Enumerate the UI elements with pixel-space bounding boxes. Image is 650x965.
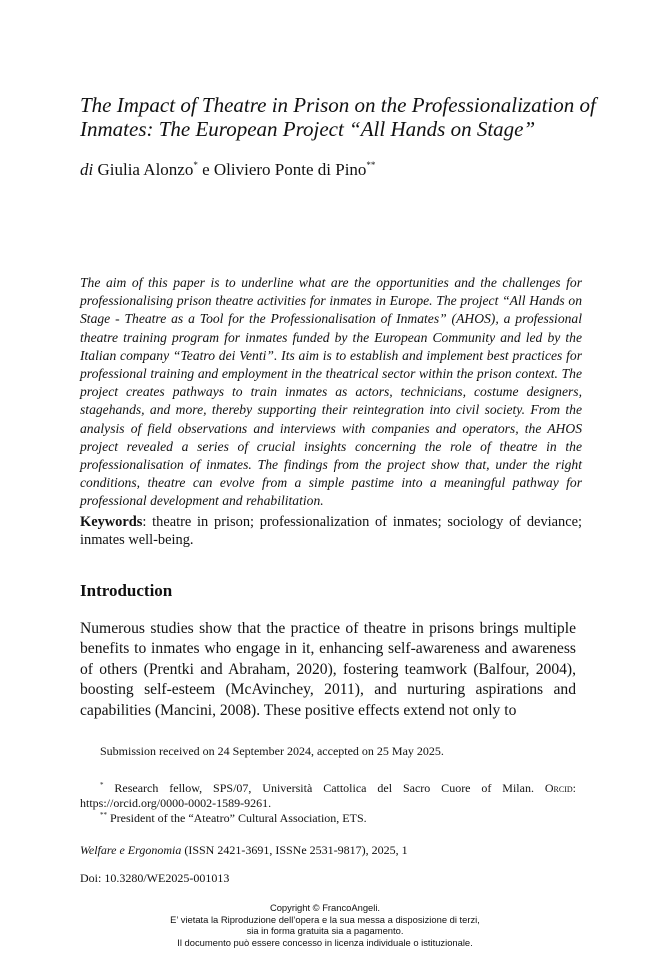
keywords — [80, 513, 582, 549]
introduction-paragraph: Numerous studies show that the practice of theatre in prisons brings multiple benefits to inmates who engage in it, enhancing self-awareness and awareness of others (Prentki and Abraham, 2020), fostering teamwork (Balfour, 2004), boosting self-esteem (McAvinchey, 2011), and nurturing aspirations and capabilities (Mancini, 2008). These positive effects extend not only to — [80, 620, 576, 719]
orcid-link[interactable]: : https://orcid.org/0000-0002-1589-9261. — [80, 781, 576, 810]
author-1: Giulia Alonzo — [97, 160, 194, 179]
copyright-notice — [95, 902, 555, 948]
submission-note: Submission received on 24 September 2024, accepted on 25 May 2025. — [100, 744, 444, 758]
section-heading-introduction: Introduction — [80, 581, 173, 600]
copyright-line-2: E’ vietata la Riproduzione dell’opera e la sua messa a disposizione di terzi, — [170, 913, 480, 925]
footnote-1-mark: * — [100, 781, 104, 789]
author-2-footnote-mark: ** — [366, 160, 376, 170]
author-2: Oliviero Ponte di Pino — [213, 160, 367, 179]
copyright-line-3: sia in forma gratuita sia a pagamento. — [246, 925, 404, 937]
author-1-footnote-mark: * — [193, 160, 198, 170]
journal-citation — [80, 843, 408, 858]
author-line — [80, 160, 375, 180]
journal-details: (ISSN 2421-3691, ISSNe 2531-9817), 2025, 1 — [181, 843, 408, 857]
footnote-1-text: Research fellow, SPS/07, Università Cattolica del Sacro Cuore of Milan. — [103, 781, 545, 795]
author-conjunction: e — [197, 160, 214, 179]
footnote-2-text: President of the “Ateatro” Cultural Association, ETS. — [107, 811, 367, 825]
doi[interactable]: Doi: 10.3280/WE2025-001013 — [80, 871, 230, 885]
copyright-line-4: Il documento può essere concesso in licenza individuale o istituzionale. — [177, 936, 473, 948]
abstract: The aim of this paper is to underline what are the opportunities and the challenges for professionalising prison theatre activities for inmates in Europe. The project “All Hands on Stage - Theatre as a Tool for the Professionalisation of Inmates” (AHOS), a professional theatre training program for inmates funded by the European Community and led by the Italian company “Teatro dei Venti”. Its aim is to establish and implement best practices for professional training and employment in the theatrical sector within the prison context. The project creates pathways to train inmates as actors, technicians, costume designers, stagehands, and more, thereby supporting their reintegration into civil society. From the analysis of field observations and interviews with companies and operators, the AHOS project revealed a series of crucial insights concerning the role of theatre in the professionalisation of inmates. The findings from the project show that, under the right conditions, theatre can evolve from a simple pastime into a meaningful pathway for professional development and rehabilitation. — [80, 275, 582, 509]
footnote-1 — [80, 778, 576, 811]
keywords-text: : theatre in prison; professionalization of inmates; sociology of deviance; inmates well-being. — [80, 514, 582, 548]
copyright-line-1: Copyright © FrancoAngeli. — [269, 902, 381, 913]
author-prefix: di — [80, 160, 94, 179]
journal-name: Welfare e Ergonomia — [80, 843, 182, 857]
keywords-label: Keywords — [80, 514, 143, 530]
article-title: The Impact of Theatre in Prison on the Professionalization of Inmates: The European Project “All Hands on Stage” — [80, 93, 596, 141]
orcid-label: Orcid — [544, 781, 573, 795]
footnote-2-mark: ** — [100, 811, 107, 819]
footnote-2 — [100, 808, 367, 826]
